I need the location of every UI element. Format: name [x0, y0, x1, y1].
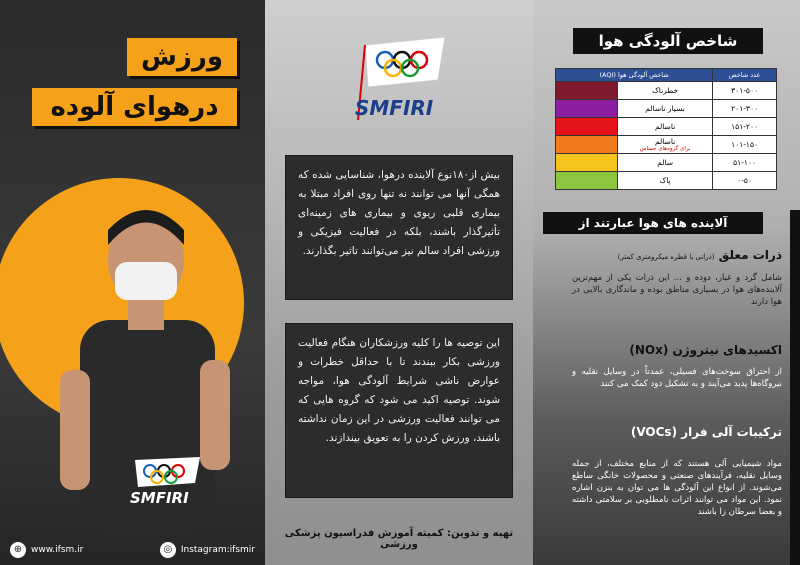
- aqi-header-label: شاخص آلودگی هوا (AQI): [556, 69, 713, 82]
- nox-heading: اکسیدهای نیتروژن (NOx): [629, 343, 782, 357]
- aqi-row: [556, 100, 777, 118]
- instagram-text: Instagram:ifsmir: [180, 545, 255, 555]
- aqi-color-swatch: [556, 154, 618, 172]
- aqi-label: سالم: [618, 154, 713, 172]
- aqi-row: [556, 172, 777, 190]
- aqi-header-range: عدد شاخص: [713, 69, 777, 82]
- aqi-color-swatch: [556, 82, 618, 100]
- left-footer: [0, 535, 265, 565]
- website-text: www.ifsm.ir: [31, 545, 84, 555]
- right-panel: [533, 0, 800, 565]
- logo-text: SMFIRI: [130, 489, 189, 507]
- pm-heading: [618, 248, 782, 262]
- title-line-1: ورزش: [127, 38, 237, 76]
- title-line-2: درهوای آلوده: [32, 88, 237, 126]
- credit-line: تهیه و تدوین: کمیته آموزش فدراسیون پزشکی ورزشی: [284, 528, 514, 550]
- nox-text: از احتراق سوخت‌های فسیلی، عمدتاً در وسایل نقلیه و نیروگاه‌ها پدید می‌آیند و به تشکیل دود کمک می کنند: [572, 367, 782, 389]
- advice-paragraph: این توصیه ها را کلیه ورزشکاران هنگام فعالیت ورزشی بکار ببندند تا با حداقل خطرات و عوارض ناشی شرایط آلودگی هوا، مواجه شوند. توصیه اکید می شود که گروه هایی که می توانند فعالیت ورزشی در این زمان نداشته باشند، ورزش کردن را به تعویق بیندازند.: [285, 323, 513, 498]
- pm-heading-text: ذرات معلق: [718, 248, 782, 262]
- logo-main-text: SMFIRI: [355, 96, 434, 120]
- aqi-label: پاک: [618, 172, 713, 190]
- globe-icon: ⊕: [10, 542, 26, 558]
- website-link[interactable]: [10, 542, 83, 558]
- aqi-range: ۲۰۱-۳۰۰: [713, 100, 777, 118]
- aqi-color-swatch: [556, 118, 618, 136]
- instagram-icon: ◎: [160, 542, 176, 558]
- smfiri-logo: [120, 455, 210, 510]
- voc-heading: ترکیبات آلی فرار (VOCs): [630, 425, 782, 439]
- aqi-title: شاخص آلودگی هوا: [573, 28, 763, 54]
- aqi-range: ۵۱-۱۰۰: [713, 154, 777, 172]
- aqi-color-swatch: [556, 172, 618, 190]
- aqi-table-body: [556, 82, 777, 190]
- instagram-link[interactable]: [160, 542, 255, 558]
- pollutants-title: آلاینده های هوا عبارتند از: [543, 212, 763, 234]
- aqi-range: ۱۵۱-۲۰۰: [713, 118, 777, 136]
- aqi-row: [556, 136, 777, 154]
- aqi-color-swatch: [556, 100, 618, 118]
- aqi-row: [556, 82, 777, 100]
- aqi-range: ۱۰۱-۱۵۰: [713, 136, 777, 154]
- aqi-row: [556, 118, 777, 136]
- left-panel: [0, 0, 265, 565]
- intro-paragraph: بیش از۱۸۰نوع آلاینده درهوا، شناسایی شده که همگی آنها می توانند نه تنها روی افراد مبتلا به بیماری قلبی ریوی و بیماری های زمینه‌ای تأثیرگذار باشند، بلکه در فعالیت فیزیکی و ورزشی افراد سالم نیز می‌توانند تاثیر بگذارند.: [285, 155, 513, 300]
- right-stripe: [790, 210, 800, 565]
- pm-note: (ذراتی با قطره میکرومتری کمتر): [617, 253, 715, 261]
- middle-panel: [265, 0, 533, 565]
- aqi-label: ناسالم برای گروه‌های حساس: [618, 136, 713, 154]
- aqi-table: [555, 68, 777, 190]
- aqi-color-swatch: [556, 136, 618, 154]
- aqi-label: خطرناک: [618, 82, 713, 100]
- voc-text: مواد شیمیایی آلی هستند که از منابع مختلف، از جمله وسایل نقلیه، فرآیندهای صنعتی و محصولات خانگی ساطع می‌شوند. از انواع این آلودگی ها می توان به بنزن اشاره نمود. این مواد می توانند اثرات نامطلوبی بر سلامتی داشته و بعضا سرطان زا باشند: [572, 459, 782, 517]
- aqi-row: [556, 154, 777, 172]
- aqi-label: بسیار ناسالم: [618, 100, 713, 118]
- smfiri-logo-main: [340, 35, 460, 125]
- aqi-sublabel: برای گروه‌های حساس: [639, 146, 691, 152]
- aqi-range: ۳۰۱-۵۰۰: [713, 82, 777, 100]
- pm-text: شامل گرد و غبار، دوده و ... این ذرات یکی از مهم‌ترین آلاینده‌های هوا در بسیاری مناطق بوده و ماندگاری بالایی در هوا دارند: [572, 273, 782, 307]
- aqi-label: ناسالم: [618, 118, 713, 136]
- aqi-range: ۰-۵۰: [713, 172, 777, 190]
